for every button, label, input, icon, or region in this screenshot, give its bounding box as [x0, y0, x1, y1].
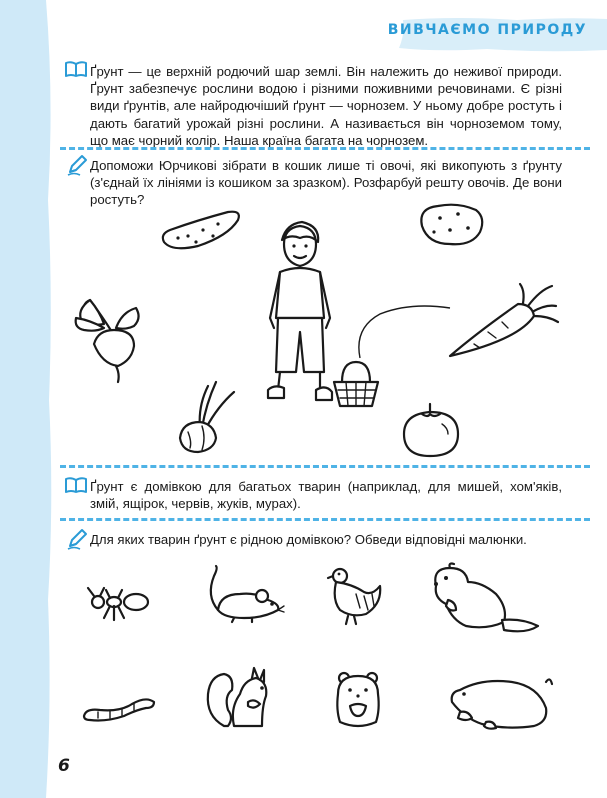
boy-yurchyk-picture	[264, 222, 334, 410]
potato-picture[interactable]	[414, 200, 486, 250]
squirrel-picture[interactable]	[204, 660, 272, 732]
hamster-picture[interactable]	[332, 670, 384, 730]
ant-picture[interactable]	[84, 586, 154, 622]
earthworm-picture[interactable]	[80, 694, 158, 724]
mole-picture[interactable]	[446, 672, 554, 732]
torn-edge-decoration	[46, 0, 56, 798]
mouse-picture[interactable]	[204, 566, 286, 624]
basket-picture	[330, 358, 382, 410]
book-icon	[64, 60, 88, 78]
book-icon	[64, 476, 88, 494]
sample-connection-line	[350, 298, 454, 362]
carrot-picture[interactable]	[448, 282, 560, 360]
header-title: ВИВЧАЄМО ПРИРОДУ	[387, 22, 587, 38]
beetroot-picture[interactable]	[72, 294, 156, 384]
pigeon-picture[interactable]	[326, 564, 384, 626]
animals-task-text: Для яких тварин ґрунт є рідною домівкою? Обведи відповідні малюнки.	[90, 532, 527, 547]
cucumber-picture[interactable]	[158, 206, 244, 256]
soil-definition-paragraph: Ґрунт — це верхній родючий шар землі. Він належить до неживої природи. Ґрунт забезпечує рослини водою і різними поживними речовинами. Є різні види ґрунтів, але найродючіший ґрунт — чорнозем. У ньому добре ростуть і дають багатий урожай різні рослини. А називається він чорноземом тому, що має чорний колір. Наша країна багата на чорнозем.	[90, 64, 562, 148]
soil-animals-paragraph: Ґрунт є домівкою для багатьох тварин (наприклад, для мишей, хом'яків, змій, ящірок, червів, жуків, мурах).	[90, 479, 562, 512]
page-number: 6	[58, 756, 70, 776]
pencil-icon	[66, 528, 88, 550]
section-divider	[60, 147, 590, 150]
beaver-picture[interactable]	[426, 560, 542, 636]
tomato-picture[interactable]	[400, 400, 462, 460]
section-divider	[60, 518, 590, 521]
vegetables-task-text: Допоможи Юрчикові зібрати в кошик лише ті овочі, які викопують з ґрунту (з'єднай їх лініями із кошиком за зразком). Розфарбуй решту овочів. Де вони ростуть?	[90, 158, 562, 208]
onion-picture[interactable]	[172, 376, 246, 456]
section-divider	[60, 465, 590, 468]
pencil-icon	[66, 154, 88, 176]
